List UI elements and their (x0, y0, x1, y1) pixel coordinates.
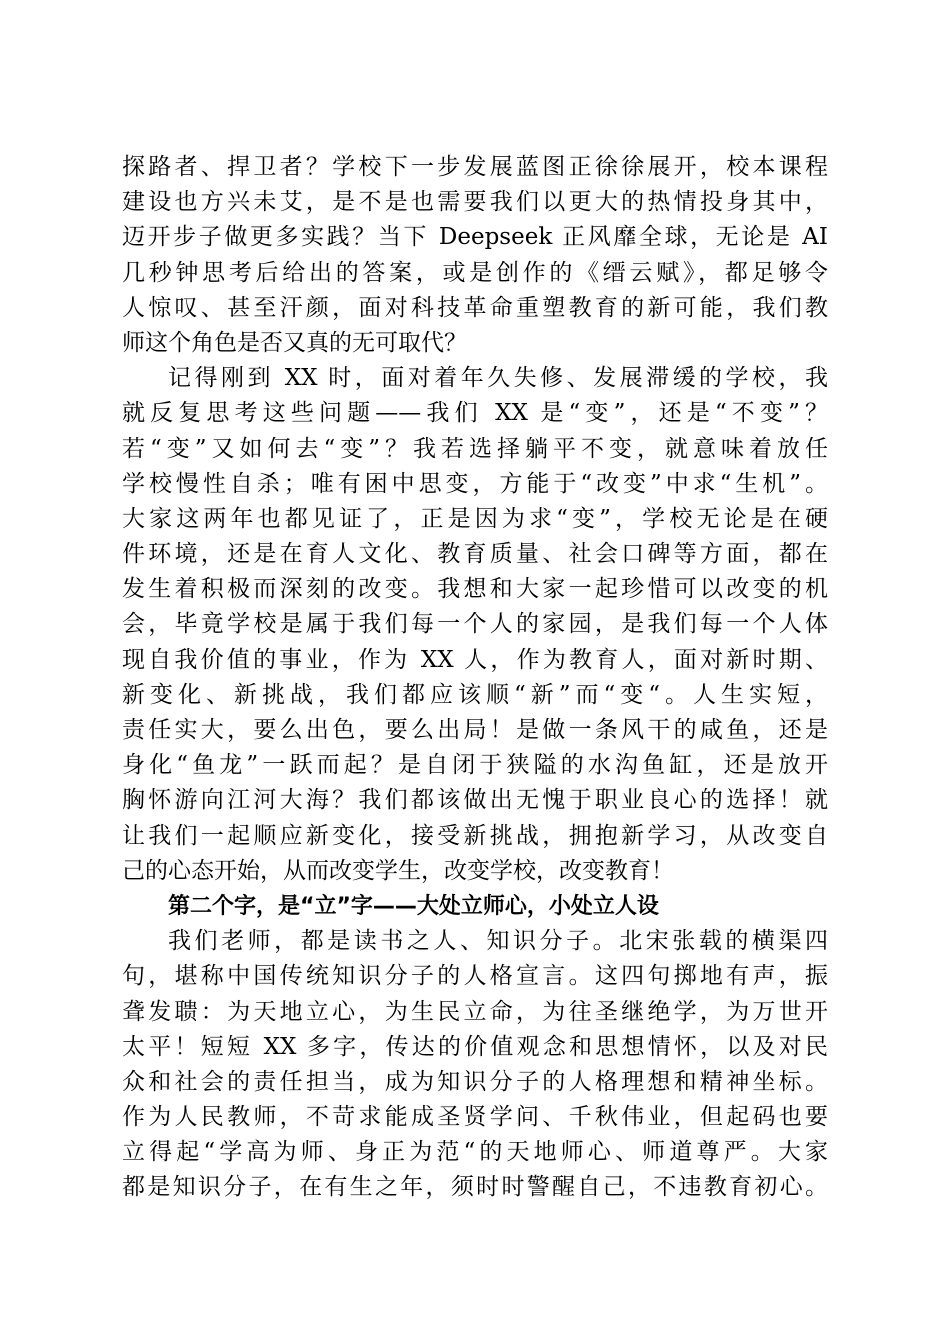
paragraph-2-line-5: 大家这两年也都见证了，正是因为求“变”，学校无论是在硬 (122, 505, 828, 532)
paragraph-2-line-7: 发生着积极而深刻的改变。我想和大家一起珍惜可以改变的机 (122, 576, 828, 603)
document-body (122, 150, 828, 1206)
paragraph-1-line-2: 建设也方兴未艾，是不是也需要我们以更大的热情投身其中， (122, 189, 828, 216)
paragraph-2-line-8: 会，毕竟学校是属于我们每一个人的家园，是我们每一个人体 (122, 611, 828, 638)
paragraph-3-line-3: 聋发聩：为天地立心，为生民立命，为往圣继绝学，为万世开 (122, 998, 828, 1025)
paragraph-2-line-1: 记得刚到 XX 时，面对着年久失修、发展滞缓的学校，我 (168, 365, 828, 392)
paragraph-3-line-7: 立得起“学高为师、身正为范“的天地师心、师道尊严。大家 (122, 1139, 828, 1166)
paragraph-2-line-6: 件环境，还是在育人文化、教育质量、社会口碑等方面，都在 (122, 541, 828, 568)
paragraph-1-line-5: 人惊叹、甚至汗颜，面对科技革命重塑教育的新可能，我们教 (122, 294, 828, 321)
paragraph-2-line-9: 现自我价值的事业，作为 XX 人，作为教育人，面对新时期、 (122, 646, 828, 673)
paragraph-2-line-11: 责任实大，要么出色，要么出局！是做一条风干的咸鱼，还是 (122, 717, 828, 743)
paragraph-3-line-2: 句，堪称中国传统知识分子的人格宣言。这四句掷地有声，振 (122, 963, 828, 990)
paragraph-1-line-4: 几秒钟思考后给出的答案，或是创作的《缙云赋》，都足够令 (122, 259, 828, 286)
paragraph-1-line-6: 师这个角色是否又真的无可取代？ (122, 329, 467, 356)
paragraph-1-line-1: 探路者、捍卫者？学校下一步发展蓝图正徐徐展开，校本课程 (122, 154, 828, 180)
paragraph-2-line-12: 身化“鱼龙”一跃而起？是自闭于狭隘的水沟鱼缸，还是放开 (122, 752, 828, 779)
paragraph-2-line-13: 胸怀游向江河大海？我们都该做出无愧于职业良心的选择！就 (122, 787, 828, 814)
paragraph-1-line-3: 迈开步子做更多实践？当下 Deepseek 正风靡全球，无论是 AI (122, 224, 828, 251)
paragraph-3-line-1: 我们老师，都是读书之人、知识分子。北宋张载的横渠四 (168, 928, 828, 955)
paragraph-3-line-8: 都是知识分子，在有生之年，须时时警醒自己，不违教育初心。 (122, 1174, 828, 1201)
paragraph-2-line-4: 学校慢性自杀；唯有困中思变，方能于“改变”中求“生机”。 (122, 470, 828, 497)
paragraph-3-line-5: 众和社会的责任担当，成为知识分子的人格理想和精神坐标。 (122, 1068, 828, 1095)
section-heading: 第二个字，是“立”字——大处立师心，小处立人设 (168, 893, 659, 919)
paragraph-3-line-6: 作为人民教师，不苛求能成圣贤学问、千秋伟业，但起码也要 (122, 1104, 828, 1131)
paragraph-2-line-10: 新变化、新挑战，我们都应该顺“新”而“变“。人生实短， (122, 681, 828, 708)
paragraph-2-line-3: 若“变”又如何去“变”？我若选择躺平不变，就意味着放任 (122, 435, 828, 462)
paragraph-2-line-15: 己的心态开始，从而改变学生，改变学校，改变教育！ (122, 857, 674, 884)
paragraph-2-line-2: 就反复思考这些问题——我们 XX 是“变”，还是“不变”？ (122, 400, 828, 427)
paragraph-3-line-4: 太平！短短 XX 多字，传达的价值观念和思想情怀，以及对民 (122, 1033, 828, 1060)
paragraph-2-line-14: 让我们一起顺应新变化，接受新挑战，拥抱新学习，从改变自 (122, 822, 828, 849)
